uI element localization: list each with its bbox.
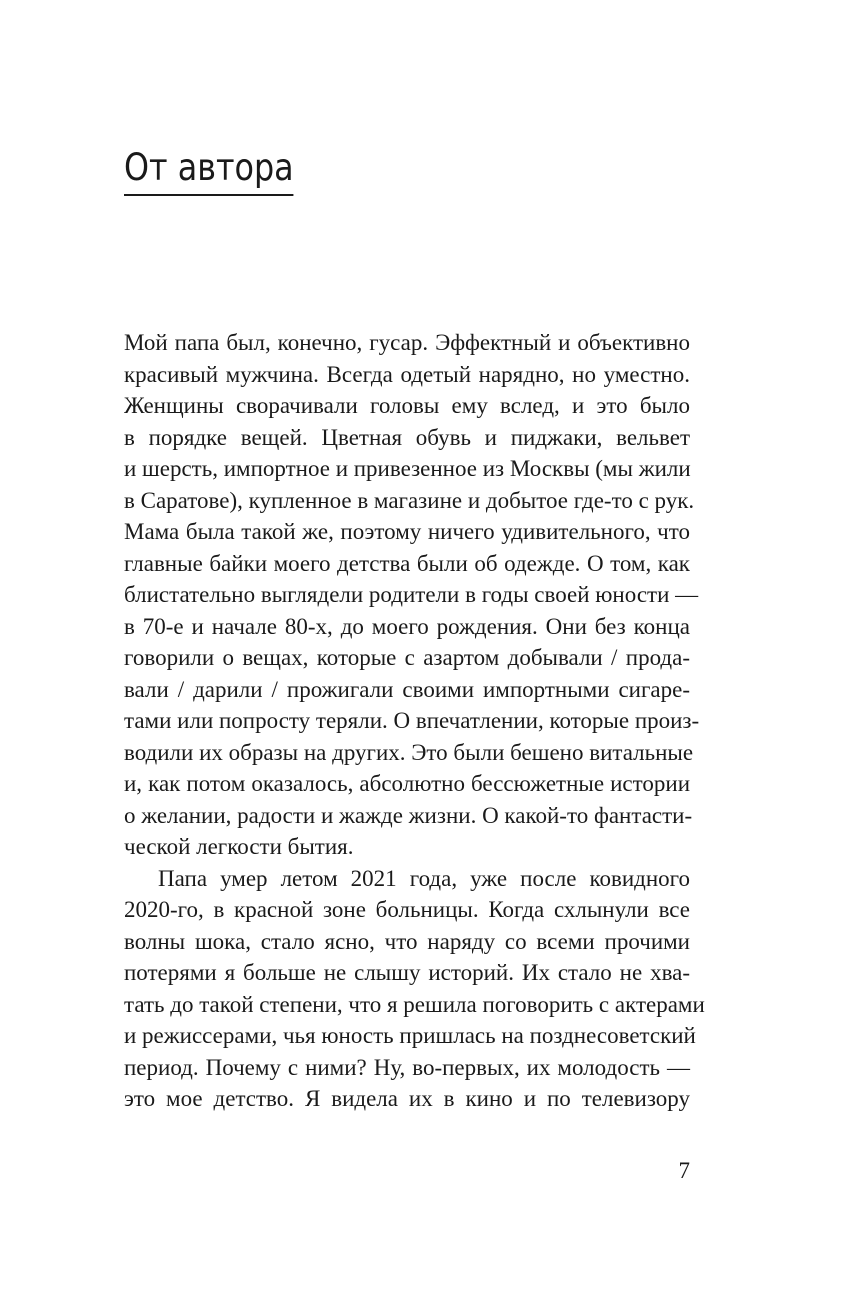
text-line: Мама была такой же, поэтому ничего удивительного, что <box>124 519 690 544</box>
text-line: вали / дарили / прожигали своими импортными сигаре- <box>124 676 690 702</box>
text-line: волны шока, стало ясно, что наряду со всеми прочими <box>124 928 690 954</box>
text-line: период. Почему с ними? Ну, во-первых, их молодость — <box>124 1054 690 1080</box>
text-line: ческой легкости бытия. <box>124 834 354 859</box>
page-number: 7 <box>678 1158 690 1183</box>
text-line: водили их образы на других. Это были бешено витальные <box>124 739 694 765</box>
text-line: 2020-го, в красной зоне больницы. Когда схлынули все <box>124 897 690 922</box>
text-line: о желании, радости и жажде жизни. О какой-то фантасти- <box>124 802 693 828</box>
text-line: в 70-е и начале 80-х, до моего рождения. Они без конца <box>124 613 690 639</box>
chapter-title: От автора <box>124 146 294 196</box>
text-line: Папа умер летом 2021 года, уже после ковидного <box>158 865 690 891</box>
text-line: и, как потом оказалось, абсолютно бессюжетные истории <box>124 771 690 796</box>
text-line: говорили о вещах, которые с азартом добывали / прода- <box>124 645 690 670</box>
text-line: Женщины сворачивали головы ему вслед, и это было <box>124 393 690 418</box>
text-line: в Саратове), купленное в магазине и добытое где-то с рук. <box>124 487 695 513</box>
body-text <box>124 327 705 1115</box>
text-line: красивый мужчина. Всегда одетый нарядно, но уместно. <box>124 361 690 387</box>
text-line: это мое детство. Я видела их в кино и по телевизору <box>124 1086 690 1111</box>
text-line: Мой папа был, конечно, гусар. Эффектный и объективно <box>124 330 690 355</box>
text-line: главные байки моего детства были об одежде. О том, как <box>124 550 690 576</box>
text-line: и шерсть, импортное и привезенное из Москвы (мы жили <box>124 456 691 481</box>
paragraph-1 <box>124 327 700 863</box>
text-line: в порядке вещей. Цветная обувь и пиджаки, вельвет <box>124 424 690 450</box>
text-line: тами или попросту теряли. О впечатлении, которые произ- <box>124 708 700 733</box>
text-line: блистательно выглядели родители в годы своей юности — <box>124 582 699 607</box>
text-line: тать до такой степени, что я решила поговорить с актерами <box>124 991 705 1017</box>
text-line: потерями я больше не слышу историй. Их стало не хва- <box>124 960 690 985</box>
text-line: и режиссерами, чья юность пришлась на позднесоветский <box>124 1023 696 1048</box>
paragraph-2 <box>124 863 705 1115</box>
